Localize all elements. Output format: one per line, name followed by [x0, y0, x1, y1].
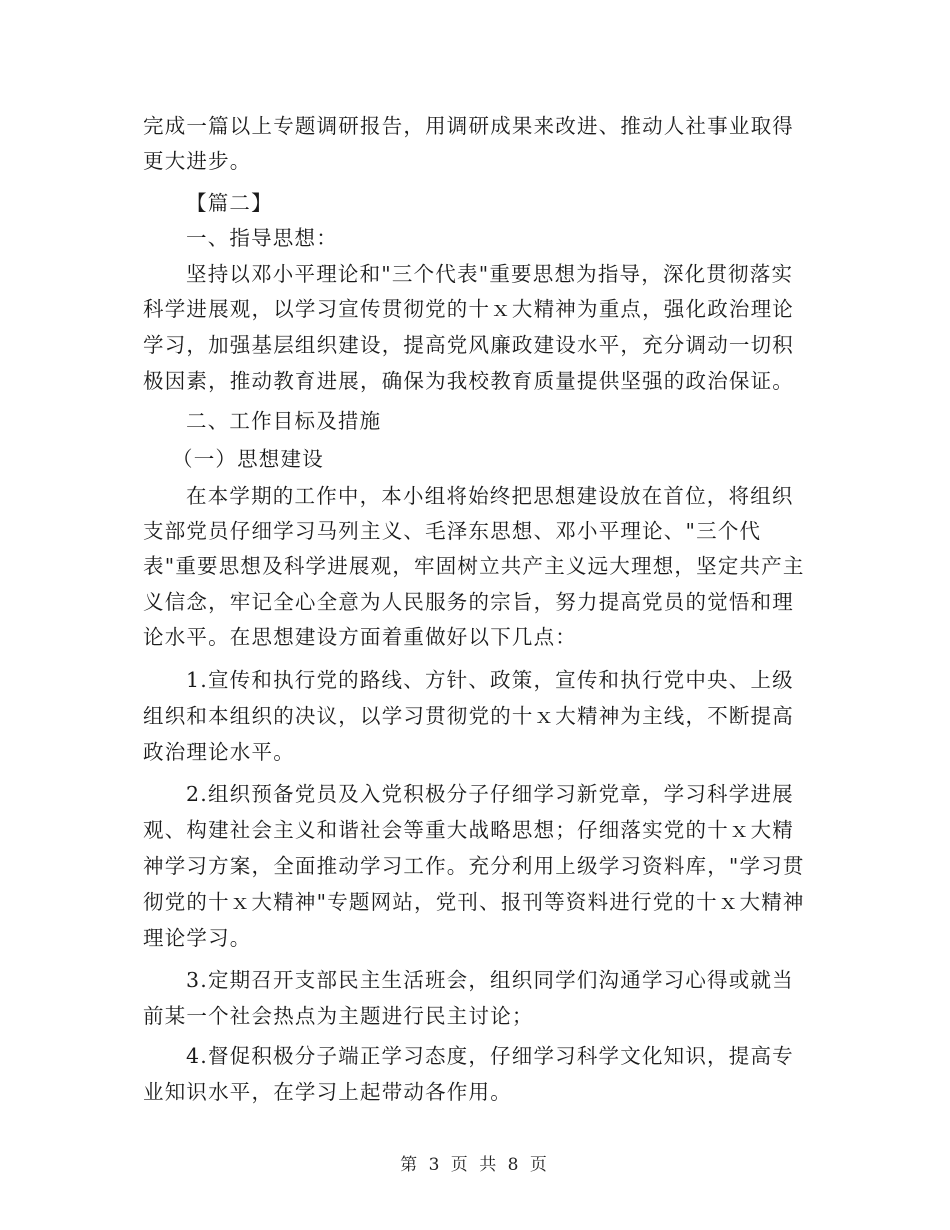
body-line: 业知识水平，在学习上起带动各作用。: [143, 1080, 512, 1104]
list-item: 1.宣传和执行党的路线、方针、政策，宣传和执行党中央、上级: [186, 668, 794, 692]
list-item: 3.定期召开支部民主生活班会，组织同学们沟通学习心得或就当: [186, 968, 794, 992]
body-line: 理论学习。: [143, 926, 252, 950]
body-line: 科学进展观，以学习宣传贯彻党的十ｘ大精神为重点，强化政治理论: [143, 297, 794, 321]
subsection-heading: （一）思想建设: [172, 447, 324, 471]
section-heading: 【篇二】: [186, 191, 273, 215]
section-heading: 一、指导思想：: [186, 226, 338, 250]
page-number-footer: 第 3 页 共 8 页: [400, 1155, 550, 1175]
list-item: 2.组织预备党员及入党积极分子仔细学习新党章，学习科学进展: [186, 782, 794, 806]
body-line: 学习，加强基层组织建设，提高党风廉政建设水平，充分调动一切积: [143, 333, 794, 357]
body-line: 坚持以邓小平理论和"三个代表"重要思想为指导，深化贯彻落实: [186, 262, 794, 286]
body-line: 义信念，牢记全心全意为人民服务的宗旨，努力提高党员的觉悟和理: [143, 590, 794, 614]
body-line: 组织和本组织的决议，以学习贯彻党的十ｘ大精神为主线，不断提高: [143, 704, 794, 728]
body-line: 论水平。在思想建设方面着重做好以下几点：: [143, 625, 577, 649]
body-line: 在本学期的工作中，本小组将始终把思想建设放在首位，将组织: [186, 484, 794, 508]
body-line: 神学习方案，全面推动学习工作。充分利用上级学习资料库，"学习贯: [143, 854, 805, 878]
body-line: 支部党员仔细学习马列主义、毛泽东思想、邓小平理论、"三个代: [143, 519, 762, 543]
section-heading: 二、工作目标及措施: [186, 409, 382, 433]
body-line: 完成一篇以上专题调研报告，用调研成果来改进、推动人社事业取得: [143, 114, 794, 138]
body-line: 极因素，推动教育进展，确保为我校教育质量提供坚强的政治保证。: [143, 369, 794, 393]
body-line: 观、构建社会主义和谐社会等重大战略思想；仔细落实党的十ｘ大精: [143, 818, 794, 842]
body-line: 彻党的十ｘ大精神"专题网站，党刊、报刊等资料进行党的十ｘ大精神: [143, 890, 805, 914]
body-line: 政治理论水平。: [143, 740, 295, 764]
body-line: 更大进步。: [143, 149, 252, 173]
body-line: 前某一个社会热点为主题进行民主讨论；: [143, 1004, 534, 1028]
list-item: 4.督促积极分子端正学习态度，仔细学习科学文化知识，提高专: [186, 1044, 794, 1068]
body-line: 表"重要思想及科学进展观，牢固树立共产主义远大理想，坚定共产主: [143, 554, 805, 578]
